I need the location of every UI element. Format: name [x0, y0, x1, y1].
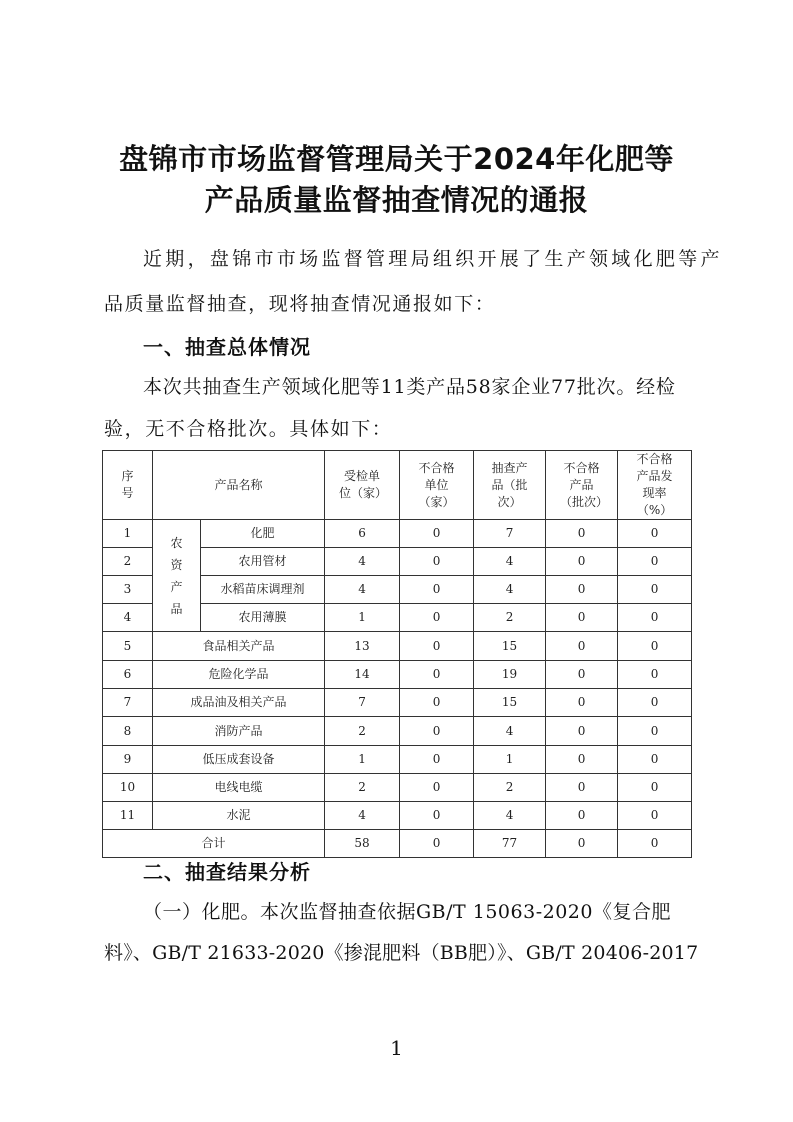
row-seq-cell: 2	[103, 548, 153, 576]
unqualified-batches-cell: 0	[546, 661, 618, 689]
inspected-units-cell: 4	[325, 802, 400, 830]
intro-line-1: 近期，盘锦市市场监督管理局组织开展了生产领域化肥等产	[143, 248, 723, 270]
section-2-line-2: 料》、GB/T 21633-2020《掺混肥料（BB肥）》、GB/T 20406-2017	[104, 942, 699, 964]
page-number: 1	[390, 1036, 403, 1060]
unqualified-batches-cell: 0	[546, 520, 618, 548]
inspected-units-cell: 2	[325, 717, 400, 746]
section-1-line-2: 验，无不合格批次。具体如下：	[104, 418, 393, 440]
document-title-line-2: 产品质量监督抽查情况的通报	[204, 183, 589, 217]
table-row	[103, 746, 692, 774]
inspection-summary-table	[102, 450, 692, 858]
unqualified-units-cell: 0	[400, 689, 474, 717]
row-seq-cell: 8	[103, 717, 153, 746]
section-1-line-1: 本次共抽查生产领域化肥等11类产品58家企业77批次。经检	[143, 376, 676, 398]
product-name-cell: 化肥	[201, 520, 325, 548]
table-row	[103, 661, 692, 689]
group-label-cell: 农资产品	[153, 520, 201, 632]
total-unqualified-units-cell: 0	[400, 830, 474, 858]
table-row	[103, 689, 692, 717]
sampled-batches-cell: 1	[474, 746, 546, 774]
table-row	[103, 520, 692, 548]
table-row	[103, 774, 692, 802]
unqualified-units-cell: 0	[400, 717, 474, 746]
unqualified-batches-cell: 0	[546, 689, 618, 717]
unqualified-rate-cell: 0	[618, 802, 692, 830]
header-seq: 序号	[103, 451, 153, 520]
section-1-heading: 一、抽查总体情况	[143, 335, 311, 359]
inspected-units-cell: 6	[325, 520, 400, 548]
product-name-cell: 电线电缆	[153, 774, 325, 802]
inspected-units-cell: 2	[325, 774, 400, 802]
row-seq-cell: 1	[103, 520, 153, 548]
intro-line-2: 品质量监督抽查，现将抽查情况通报如下：	[104, 293, 496, 315]
inspected-units-cell: 13	[325, 632, 400, 661]
sampled-batches-cell: 4	[474, 548, 546, 576]
inspected-units-cell: 1	[325, 604, 400, 632]
unqualified-rate-cell: 0	[618, 520, 692, 548]
inspected-units-cell: 7	[325, 689, 400, 717]
unqualified-batches-cell: 0	[546, 802, 618, 830]
unqualified-rate-cell: 0	[618, 774, 692, 802]
row-seq-cell: 3	[103, 576, 153, 604]
unqualified-units-cell: 0	[400, 604, 474, 632]
row-seq-cell: 4	[103, 604, 153, 632]
unqualified-batches-cell: 0	[546, 548, 618, 576]
product-name-cell: 成品油及相关产品	[153, 689, 325, 717]
table-row	[103, 632, 692, 661]
unqualified-rate-cell: 0	[618, 689, 692, 717]
unqualified-rate-cell: 0	[618, 746, 692, 774]
table-row	[103, 717, 692, 746]
unqualified-batches-cell: 0	[546, 746, 618, 774]
section-2-heading: 二、抽查结果分析	[143, 860, 311, 884]
table-row	[103, 802, 692, 830]
total-unqualified-rate-cell: 0	[618, 830, 692, 858]
sampled-batches-cell: 15	[474, 689, 546, 717]
sampled-batches-cell: 7	[474, 520, 546, 548]
unqualified-batches-cell: 0	[546, 632, 618, 661]
table-header-row	[103, 451, 692, 520]
total-sampled-batches-cell: 77	[474, 830, 546, 858]
header-sampled-batches: 抽查产品（批次）	[474, 451, 546, 520]
sampled-batches-cell: 4	[474, 717, 546, 746]
header-inspected-units: 受检单位（家）	[325, 451, 400, 520]
unqualified-batches-cell: 0	[546, 774, 618, 802]
sampled-batches-cell: 15	[474, 632, 546, 661]
unqualified-units-cell: 0	[400, 548, 474, 576]
header-unqualified-units: 不合格单位（家）	[400, 451, 474, 520]
unqualified-batches-cell: 0	[546, 604, 618, 632]
row-seq-cell: 5	[103, 632, 153, 661]
unqualified-rate-cell: 0	[618, 604, 692, 632]
product-name-cell: 水稻苗床调理剂	[201, 576, 325, 604]
header-unqualified-batches: 不合格产品（批次）	[546, 451, 618, 520]
inspected-units-cell: 14	[325, 661, 400, 689]
total-label-cell: 合计	[103, 830, 325, 858]
unqualified-units-cell: 0	[400, 774, 474, 802]
sampled-batches-cell: 2	[474, 774, 546, 802]
unqualified-rate-cell: 0	[618, 632, 692, 661]
row-seq-cell: 10	[103, 774, 153, 802]
section-2-line-1: （一）化肥。本次监督抽查依据GB/T 15063-2020《复合肥	[143, 901, 671, 923]
sampled-batches-cell: 4	[474, 802, 546, 830]
unqualified-batches-cell: 0	[546, 576, 618, 604]
sampled-batches-cell: 4	[474, 576, 546, 604]
total-inspected-units-cell: 58	[325, 830, 400, 858]
sampled-batches-cell: 2	[474, 604, 546, 632]
row-seq-cell: 11	[103, 802, 153, 830]
sampled-batches-cell: 19	[474, 661, 546, 689]
product-name-cell: 食品相关产品	[153, 632, 325, 661]
row-seq-cell: 9	[103, 746, 153, 774]
unqualified-rate-cell: 0	[618, 548, 692, 576]
unqualified-rate-cell: 0	[618, 576, 692, 604]
product-name-cell: 危险化学品	[153, 661, 325, 689]
product-name-cell: 消防产品	[153, 717, 325, 746]
total-unqualified-batches-cell: 0	[546, 830, 618, 858]
inspected-units-cell: 1	[325, 746, 400, 774]
unqualified-units-cell: 0	[400, 520, 474, 548]
product-name-cell: 低压成套设备	[153, 746, 325, 774]
unqualified-units-cell: 0	[400, 632, 474, 661]
product-name-cell: 水泥	[153, 802, 325, 830]
product-name-cell: 农用薄膜	[201, 604, 325, 632]
product-name-cell: 农用管材	[201, 548, 325, 576]
unqualified-rate-cell: 0	[618, 717, 692, 746]
header-product-name: 产品名称	[153, 451, 325, 520]
unqualified-units-cell: 0	[400, 661, 474, 689]
header-unqualified-rate: 不合格产品发现率（%）	[618, 451, 692, 520]
unqualified-units-cell: 0	[400, 576, 474, 604]
unqualified-rate-cell: 0	[618, 661, 692, 689]
row-seq-cell: 7	[103, 689, 153, 717]
document-title-line-1: 盘锦市市场监督管理局关于2024年化肥等	[119, 142, 674, 176]
unqualified-units-cell: 0	[400, 802, 474, 830]
unqualified-units-cell: 0	[400, 746, 474, 774]
inspected-units-cell: 4	[325, 548, 400, 576]
row-seq-cell: 6	[103, 661, 153, 689]
inspected-units-cell: 4	[325, 576, 400, 604]
unqualified-batches-cell: 0	[546, 717, 618, 746]
table-total-row	[103, 830, 692, 858]
